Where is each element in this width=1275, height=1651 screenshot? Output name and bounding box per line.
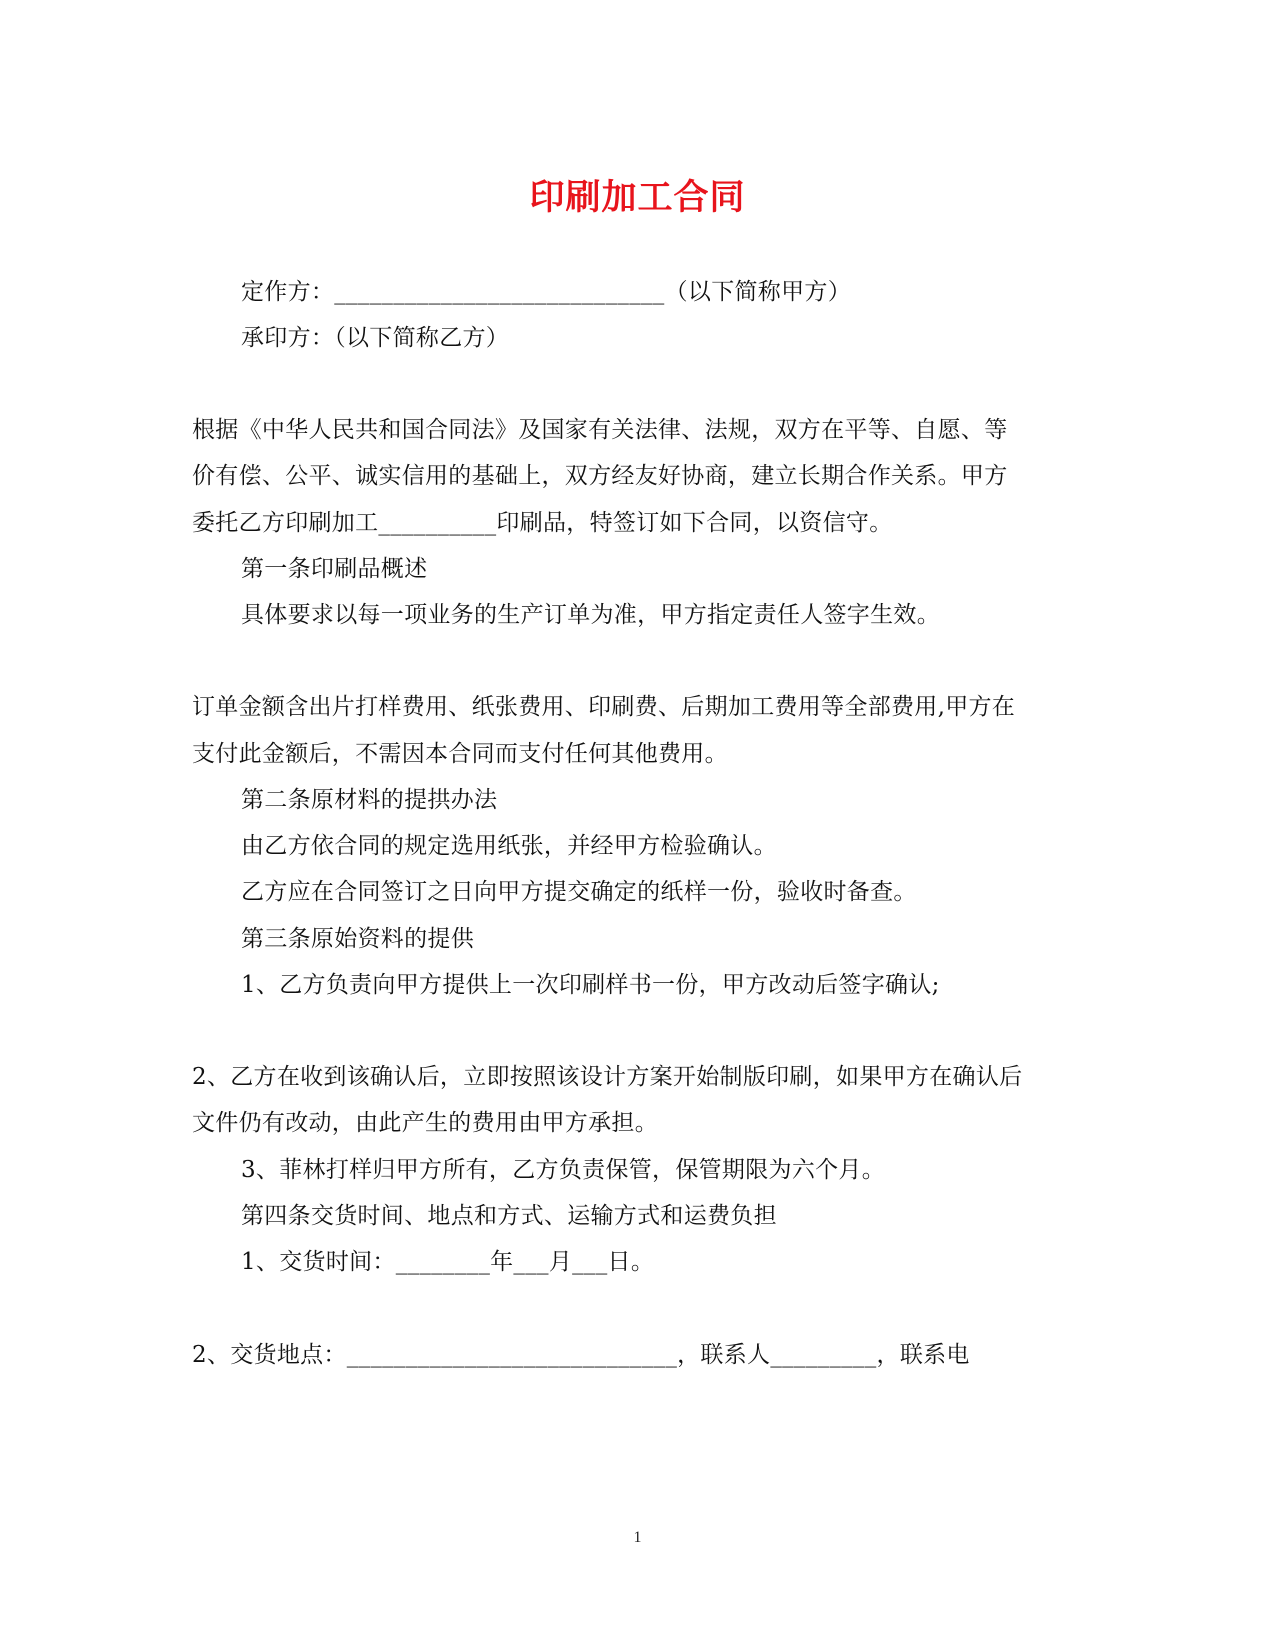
article-3-item-3: 3、菲林打样归甲方所有，乙方负责保管，保管期限为六个月。: [241, 1157, 886, 1183]
preamble-line-3: 委托乙方印刷加工__________印刷品，特签订如下合同，以资信守。: [192, 510, 893, 536]
article-1-text: 具体要求以每一项业务的生产订单为准，甲方指定责任人签字生效。: [241, 602, 940, 628]
party-a-line: 定作方：____________________________（以下简称甲方）: [241, 279, 851, 305]
preamble-line-2: 价有偿、公平、诚实信用的基础上，双方经友好协商，建立长期合作关系。甲方: [192, 463, 1008, 489]
article-3-item-2-line-2: 文件仍有改动，由此产生的费用由甲方承担。: [192, 1110, 658, 1136]
article-3-item-1: 1、乙方负责向甲方提供上一次印刷样书一份，甲方改动后签字确认;: [241, 972, 940, 998]
order-amount-line-2: 支付此金额后，不需因本合同而支付任何其他费用。: [192, 741, 728, 767]
article-4-item-1: 1、交货时间：________年___月___日。: [241, 1249, 655, 1275]
order-amount-line-1: 订单金额含出片打样费用、纸张费用、印刷费、后期加工费用等全部费用,甲方在: [192, 694, 1016, 720]
article-2-heading: 第二条原材料的提拱办法: [241, 787, 498, 813]
page-number: 1: [633, 1529, 642, 1546]
document-title: 印刷加工合同: [529, 177, 746, 218]
article-4-item-2: 2、交货地点：____________________________，联系人_________，联系电: [192, 1342, 970, 1368]
article-2-text-1: 由乙方依合同的规定选用纸张，并经甲方检验确认。: [241, 833, 777, 859]
article-3-heading: 第三条原始资料的提供: [241, 926, 474, 952]
party-b-line: 承印方：（以下简称乙方）: [241, 325, 510, 351]
article-3-item-2-line-1: 2、乙方在收到该确认后，立即按照该设计方案开始制版印刷，如果甲方在确认后: [192, 1064, 1023, 1090]
article-1-heading: 第一条印刷品概述: [241, 556, 428, 582]
preamble-line-1: 根据《中华人民共和国合同法》及国家有关法律、法规，双方在平等、自愿、等: [192, 417, 1008, 443]
article-4-heading: 第四条交货时间、地点和方式、运输方式和运费负担: [241, 1203, 777, 1229]
article-2-text-2: 乙方应在合同签订之日向甲方提交确定的纸样一份，验收时备查。: [241, 879, 917, 905]
